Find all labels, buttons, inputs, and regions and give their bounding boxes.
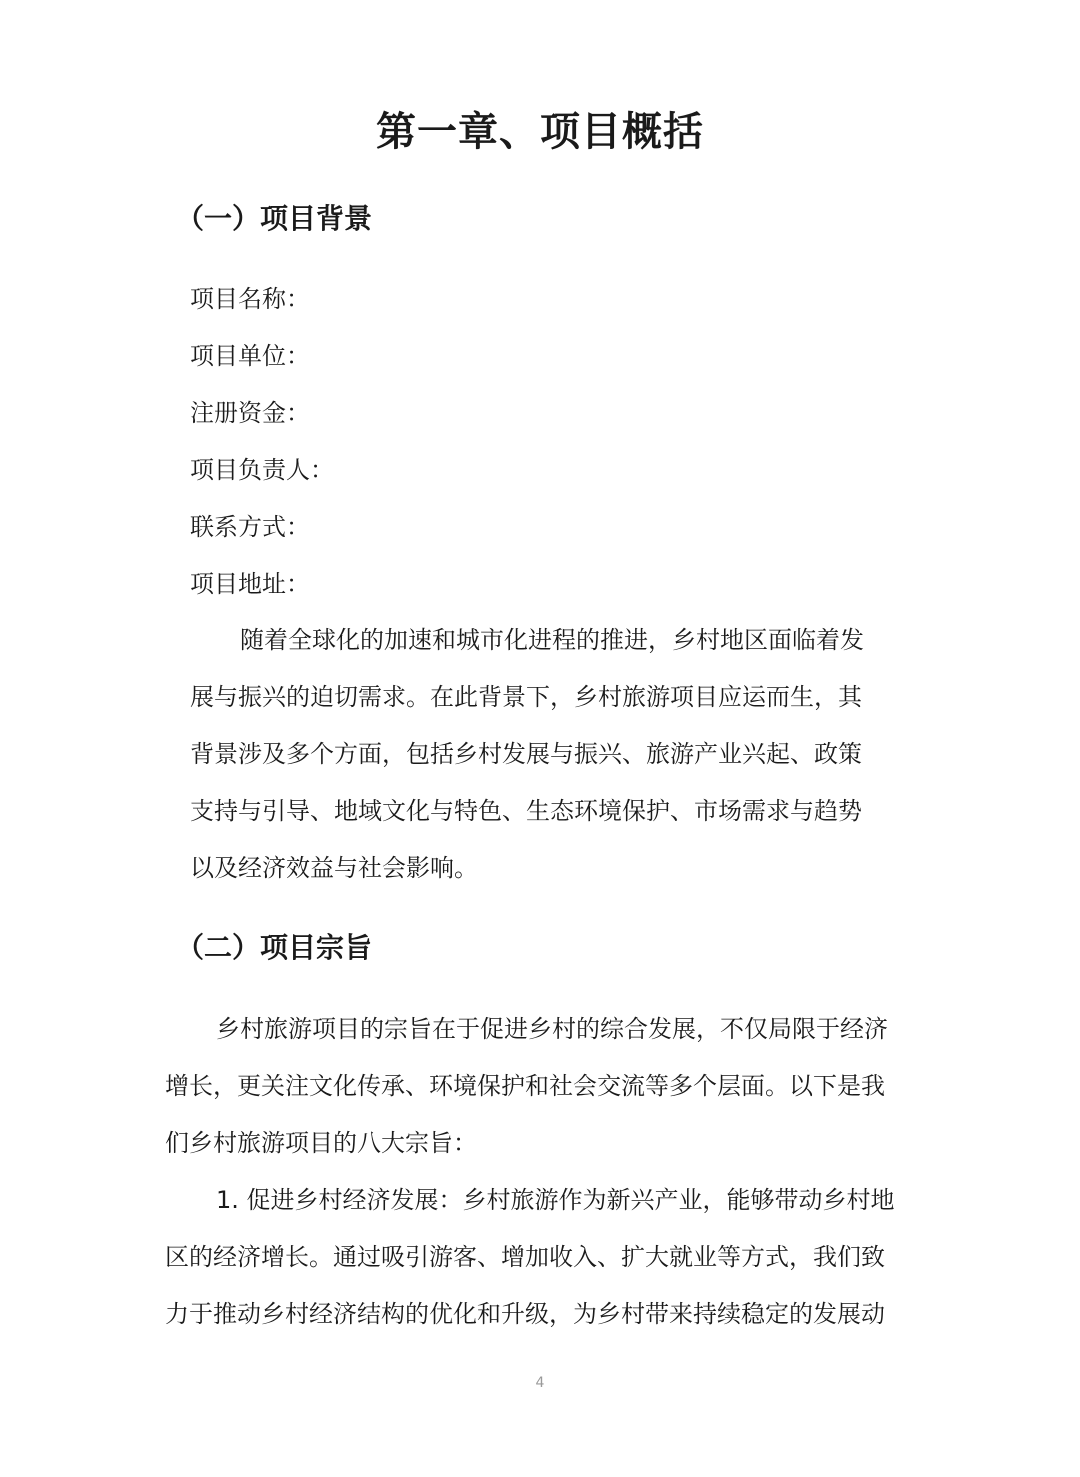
chapter-title: 第一章、项目概括 <box>376 109 704 155</box>
purpose-item-line: 1. 促进乡村经济发展：乡村旅游作为新兴产业，能够带动乡村地 <box>216 1186 895 1214</box>
field-contact: 联系方式： <box>190 513 310 541</box>
field-registered-capital: 注册资金： <box>190 399 310 427</box>
section-heading-background: （一）项目背景 <box>176 202 373 235</box>
field-project-address: 项目地址： <box>190 570 310 598</box>
field-project-unit: 项目单位： <box>190 342 310 370</box>
page-number: 4 <box>535 1375 545 1391</box>
purpose-paragraph-line: 增长，更关注文化传承、环境保护和社会交流等多个层面。以下是我 <box>165 1072 885 1100</box>
background-paragraph-line: 展与振兴的迫切需求。在此背景下，乡村旅游项目应运而生，其 <box>190 683 862 711</box>
purpose-paragraph-line: 们乡村旅游项目的八大宗旨： <box>165 1129 477 1157</box>
background-paragraph-line: 随着全球化的加速和城市化进程的推进，乡村地区面临着发 <box>240 626 864 654</box>
background-paragraph-line: 以及经济效益与社会影响。 <box>190 854 478 882</box>
purpose-item-line: 力于推动乡村经济结构的优化和升级，为乡村带来持续稳定的发展动 <box>165 1300 885 1328</box>
background-paragraph-line: 支持与引导、地域文化与特色、生态环境保护、市场需求与趋势 <box>190 797 862 825</box>
section-heading-purpose: （二）项目宗旨 <box>176 931 373 964</box>
purpose-item-line: 区的经济增长。通过吸引游客、增加收入、扩大就业等方式，我们致 <box>165 1243 885 1271</box>
field-project-name: 项目名称： <box>190 285 310 313</box>
purpose-paragraph-line: 乡村旅游项目的宗旨在于促进乡村的综合发展，不仅局限于经济 <box>216 1015 888 1043</box>
background-paragraph-line: 背景涉及多个方面，包括乡村发展与振兴、旅游产业兴起、政策 <box>190 740 862 768</box>
field-project-leader: 项目负责人： <box>190 456 334 484</box>
